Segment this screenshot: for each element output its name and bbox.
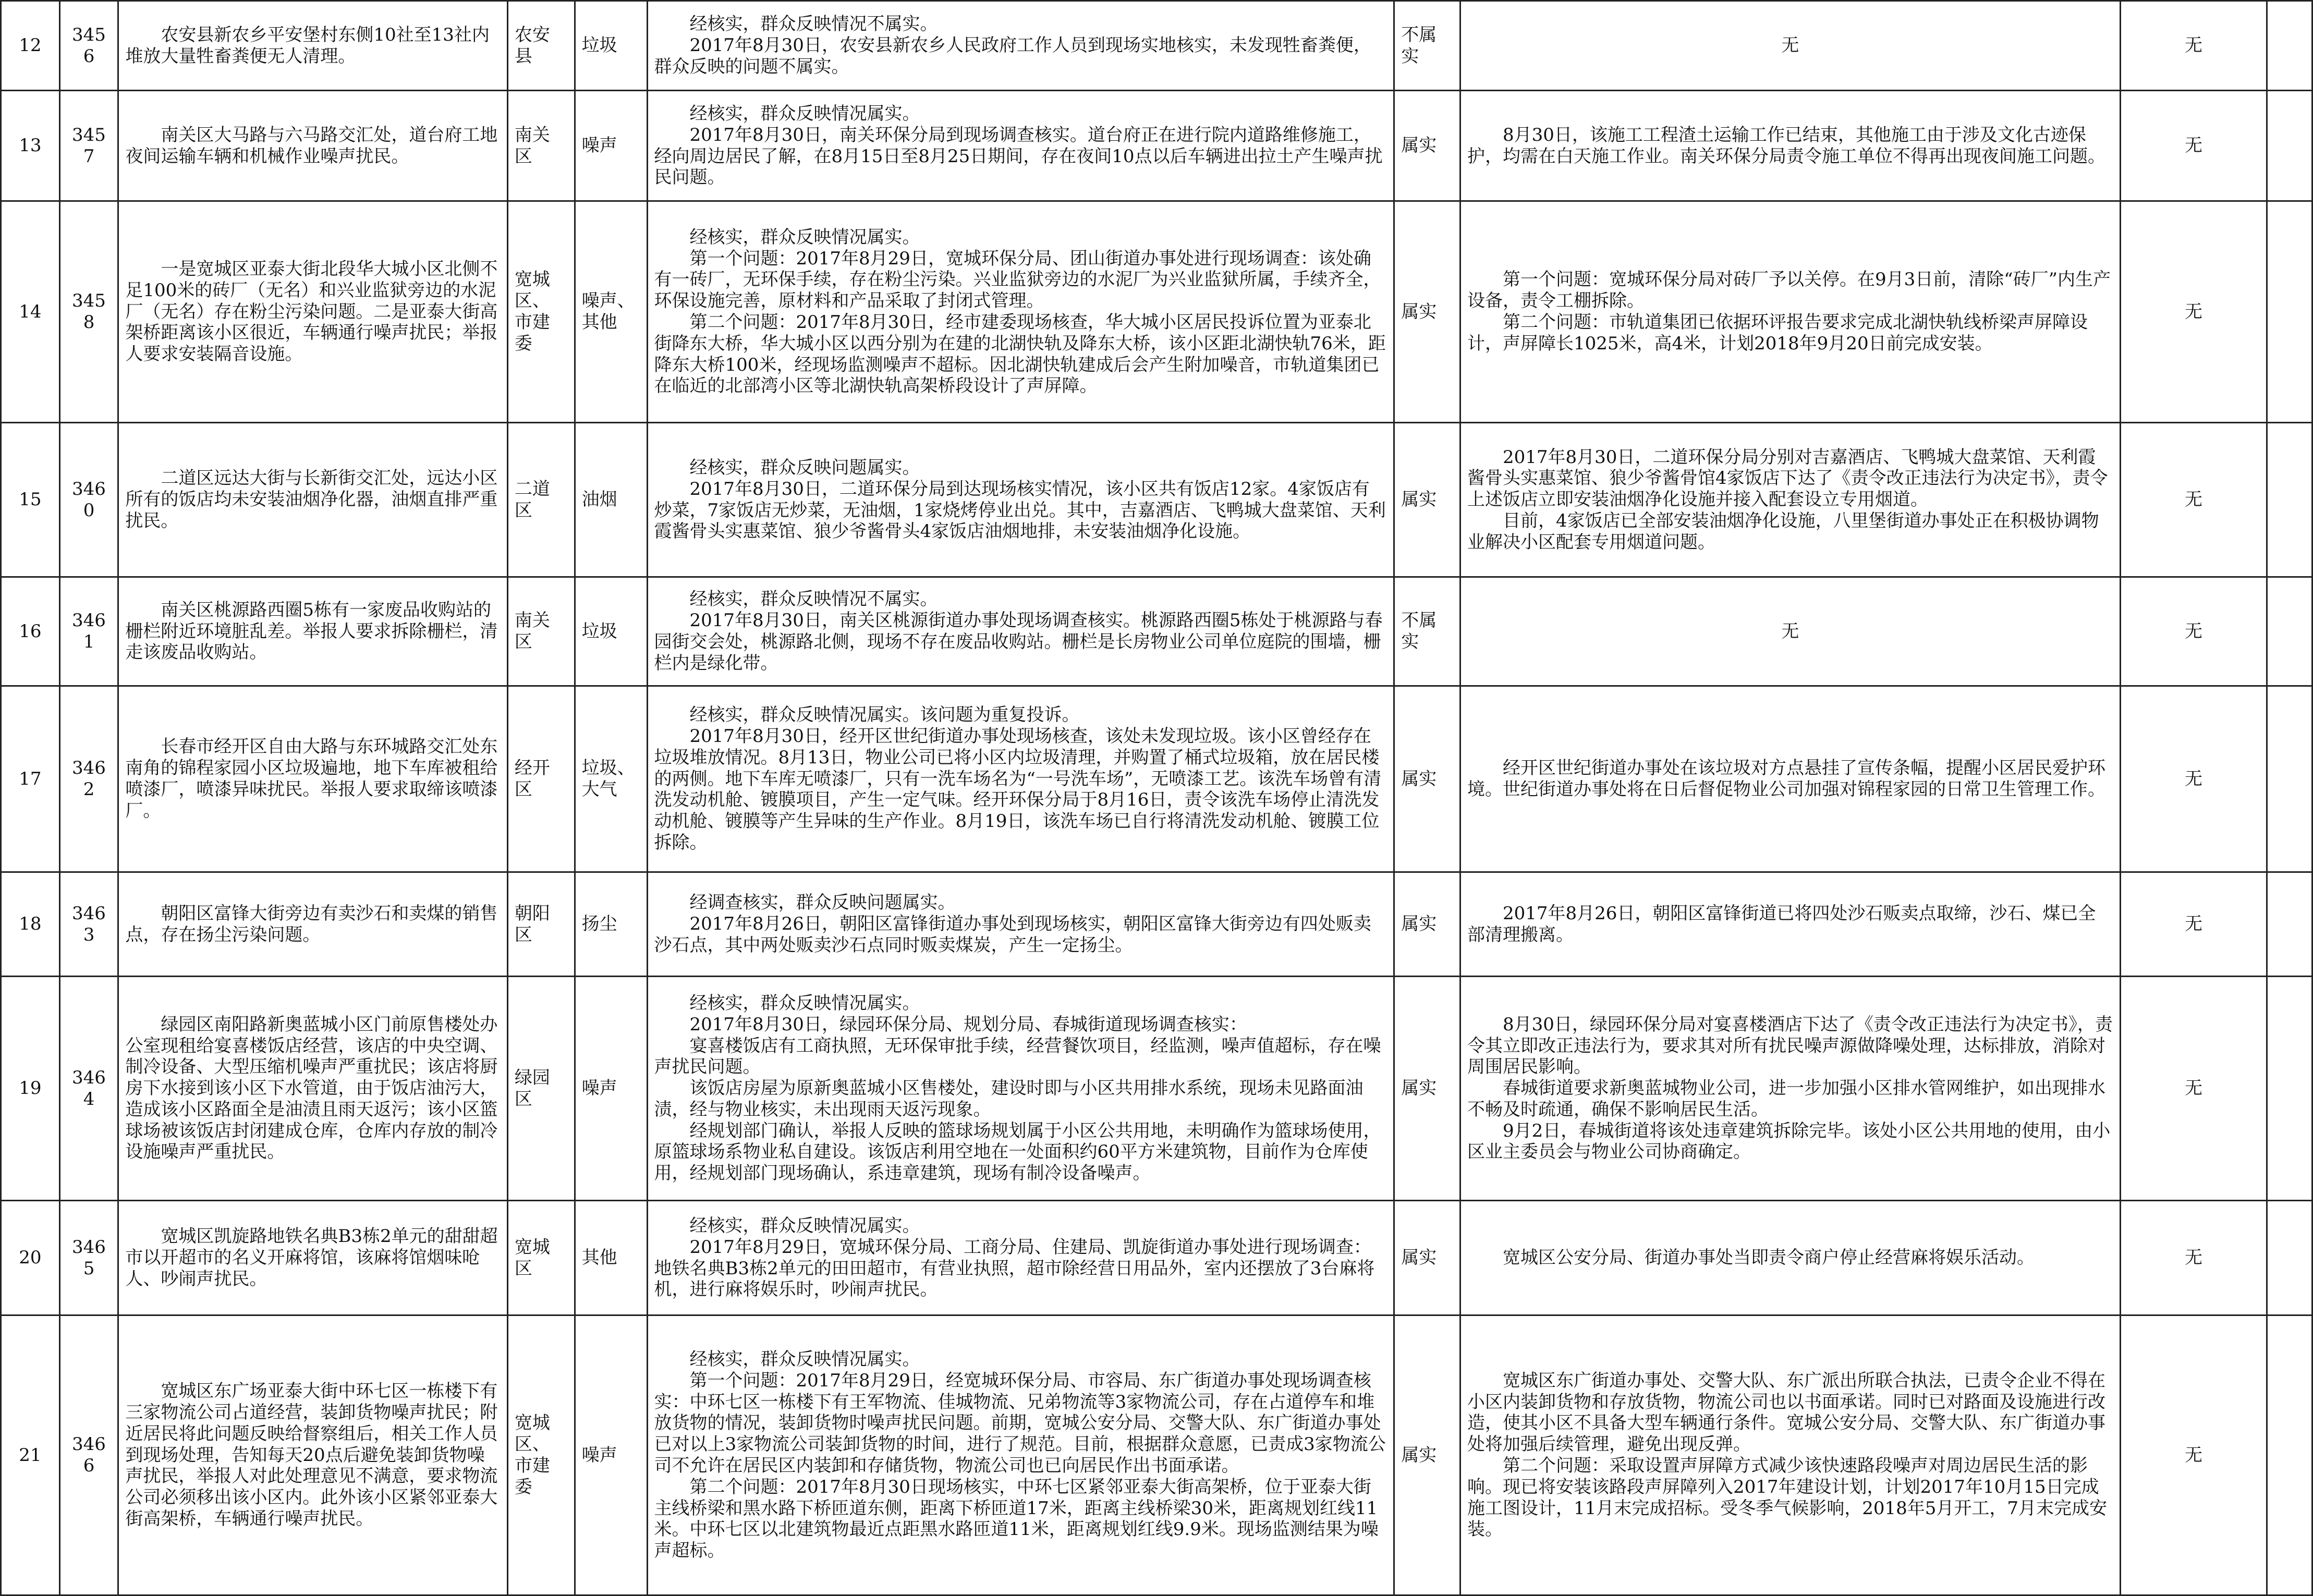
district: 朝阳区 xyxy=(507,872,575,977)
pollution-category: 扬尘 xyxy=(575,872,647,977)
district: 经开区 xyxy=(507,686,575,872)
investigation-findings-paragraph: 第二个问题：2017年8月30日，经市建委现场核查，华大城小区居民投诉位置为亚泰北街降东大桥，华大城小区以西分别为在建的北湖快轨及降东大桥，该小区距北湖快轨76米，距降东大桥100米，经现场监测噪声不超标。因北湖快轨建成后会产生附加噪音，市轨道集团已在临近的北部湾小区等北湖快轨高架桥段设计了声屏障。 xyxy=(654,312,1386,397)
investigation-findings-paragraph: 经核实，群众反映情况属实。 xyxy=(689,992,920,1014)
table-row xyxy=(1,201,2312,423)
verdict: 不属实 xyxy=(1394,1,1460,91)
investigation-findings-paragraph: 2017年8月29日，宽城环保分局、工商分局、住建局、凯旋街道办事处进行现场调查：地铁名典B3栋2单元的田田超市，有营业执照，超市除经营日用品外，室内还摆放了3台麻将机，进行麻将娱乐时，吵闹声扰民。 xyxy=(654,1236,1375,1300)
accountability: 无 xyxy=(2120,91,2267,201)
complaint-content xyxy=(118,872,508,977)
complaint-content-paragraph: 农安县新农乡平安堡村东侧10社至13社内堆放大量牲畜粪便无人清理。 xyxy=(125,24,490,67)
pollution-category: 油烟 xyxy=(575,423,647,577)
row-number: 18 xyxy=(1,872,60,977)
case-id: 3464 xyxy=(59,977,118,1201)
complaint-content-paragraph: 南关区桃源路西圈5栋有一家废品收购站的栅栏附近环境脏乱差。举报人要求拆除栅栏，清走该废品收购站。 xyxy=(125,599,498,663)
empty-cell xyxy=(2267,91,2312,201)
handling-result-paragraph: 宽城区东广街道办事处、交警大队、东广派出所联合执法，已责令企业不得在小区内装卸货物和存放货物，物流公司也以书面承诺。同时已对路面及设施进行改造，使其小区不具备大型车辆通行条件。宽城公安分局、交警大队、东广街道办事处将加强后续管理，避免出现反弹。 xyxy=(1467,1370,2105,1455)
table-row xyxy=(1,1201,2312,1315)
complaint-content-paragraph: 一是宽城区亚泰大街北段华大城小区北侧不足100米的砖厂（无名）和兴业监狱旁边的水泥厂（无名）存在粉尘污染问题。二是亚泰大街高架桥距离该小区很近，车辆通行噪声扰民；举报人要求安装隔音设施。 xyxy=(125,259,498,365)
empty-cell xyxy=(2267,201,2312,423)
investigation-findings xyxy=(647,1201,1394,1315)
accountability: 无 xyxy=(2120,872,2267,977)
investigation-findings xyxy=(647,201,1394,423)
investigation-findings-paragraph: 宴喜楼饭店有工商执照，无环保审批手续，经营餐饮项目，经监测，噪声值超标，存在噪声扰民问题。 xyxy=(654,1035,1381,1078)
verdict: 属实 xyxy=(1394,1315,1460,1595)
investigation-findings-paragraph: 该饭店房屋为原新奥蓝城小区售楼处，建设时即与小区共用排水系统，现场未见路面油渍，经与物业核实，未出现雨天返污现象。 xyxy=(654,1078,1364,1120)
complaint-content-paragraph: 二道区远达大街与长新街交汇处，远达小区所有的饭店均未安装油烟净化器，油烟直排严重扰民。 xyxy=(125,468,498,531)
case-id: 3462 xyxy=(59,686,118,872)
empty-cell xyxy=(2267,1201,2312,1315)
accountability: 无 xyxy=(2120,977,2267,1201)
accountability: 无 xyxy=(2120,423,2267,577)
row-number: 17 xyxy=(1,686,60,872)
complaint-content xyxy=(118,1201,508,1315)
handling-result xyxy=(1460,577,2121,686)
investigation-findings-paragraph: 2017年8月30日，经开区世纪街道办事处现场核查，该处未发现垃圾。该小区曾经存在垃圾堆放情况。8月13日，物业公司已将小区内垃圾清理，并购置了桶式垃圾箱，放在居民楼的两侧。地下车库无喷漆厂，只有一洗车场名为“一号洗车场”，无喷漆工艺。该洗车场曾有清洗发动机舱、镀膜项目，产生一定气味。经开环保分局于8月16日，责令该洗车场停止清洗发动机舱、镀膜等产生异味的生产作业。8月19日，该洗车场已自行将清洗发动机舱、镀膜工位拆除。 xyxy=(654,726,1382,853)
investigation-findings-paragraph: 第一个问题：2017年8月29日，经宽城环保分局、市容局、东广街道办事处现场调查核实：中环七区一栋楼下有王军物流、佳城物流、兄弟物流等3家物流公司，存在占道停车和堆放货物的情况，装卸货物时噪声扰民问题。前期，宽城公安分局、交警大队、东广街道办事处已对以上3家物流公司装卸货物的时间，进行了规范。目前，根据群众意愿，已责成3家物流公司不允许在居民区内装卸和存储货物，物流公司也已向居民作出书面承诺。 xyxy=(654,1370,1386,1476)
district: 南关区 xyxy=(507,91,575,201)
accountability: 无 xyxy=(2120,577,2267,686)
row-number: 13 xyxy=(1,91,60,201)
complaint-content xyxy=(118,423,508,577)
case-id: 3461 xyxy=(59,577,118,686)
investigation-findings-paragraph: 经核实，群众反映情况属实。 xyxy=(689,1215,920,1236)
investigation-findings xyxy=(647,872,1394,977)
handling-result-paragraph: 2017年8月30日，二道环保分局分别对吉嘉酒店、飞鸭城大盘菜馆、天利霞酱骨头实惠菜馆、狼少爷酱骨馆4家饭店下达了《责令改正违法行为决定书》，责令上述饭店立即安装油烟净化设施并接入配套设立专用烟道。 xyxy=(1467,446,2108,510)
empty-cell xyxy=(2267,686,2312,872)
row-number: 12 xyxy=(1,1,60,91)
table-row xyxy=(1,872,2312,977)
row-number: 20 xyxy=(1,1201,60,1315)
table-row xyxy=(1,91,2312,201)
handling-result-paragraph: 8月30日，绿园环保分局对宴喜楼酒店下达了《责令改正违法行为决定书》，责令其立即改正违法行为，要求其对所有扰民噪声源做降噪处理，达标排放，消除对周围居民影响。 xyxy=(1467,1014,2113,1078)
table-row xyxy=(1,423,2312,577)
investigation-findings xyxy=(647,686,1394,872)
verdict: 属实 xyxy=(1394,201,1460,423)
case-id: 3458 xyxy=(59,201,118,423)
verdict: 属实 xyxy=(1394,91,1460,201)
handling-result-paragraph: 8月30日，该施工工程渣土运输工作已结束，其他施工由于涉及文化古迹保护，均需在白天施工作业。南关环保分局责令施工单位不得再出现夜间施工问题。 xyxy=(1467,124,2105,167)
investigation-findings-paragraph: 2017年8月26日，朝阳区富锋街道办事处到现场核实，朝阳区富锋大街旁边有四处贩卖沙石点，其中两处贩卖沙石点同时贩卖煤炭，产生一定扬尘。 xyxy=(654,913,1371,956)
investigation-findings-paragraph: 经调查核实，群众反映问题属实。 xyxy=(689,892,956,913)
investigation-findings-paragraph: 第一个问题：2017年8月29日，宽城环保分局、团山街道办事处进行现场调查：该处确有一砖厂，无环保手续，存在粉尘污染。兴业监狱旁边的水泥厂为兴业监狱所属，手续齐全，环保设施完善，原材料和产品采取了封闭式管理。 xyxy=(654,248,1381,312)
handling-result xyxy=(1460,977,2121,1201)
district: 宽城区 xyxy=(507,1201,575,1315)
empty-cell xyxy=(2267,872,2312,977)
pollution-category: 垃圾 xyxy=(575,1,647,91)
row-number: 16 xyxy=(1,577,60,686)
case-id: 3457 xyxy=(59,91,118,201)
verdict: 属实 xyxy=(1394,872,1460,977)
investigation-findings xyxy=(647,423,1394,577)
investigation-findings-paragraph: 经核实，群众反映情况不属实。 xyxy=(689,14,938,35)
complaint-content-paragraph: 宽城区凯旋路地铁名典B3栋2单元的甜甜超市以开超市的名义开麻将馆，该麻将馆烟味呛人、吵闹声扰民。 xyxy=(125,1226,498,1289)
verdict: 不属实 xyxy=(1394,577,1460,686)
empty-cell xyxy=(2267,1315,2312,1595)
row-number: 21 xyxy=(1,1315,60,1595)
investigation-findings xyxy=(647,977,1394,1201)
handling-result xyxy=(1460,1,2121,91)
pollution-category: 垃圾、大气 xyxy=(575,686,647,872)
complaint-content xyxy=(118,201,508,423)
complaint-content-paragraph: 南关区大马路与六马路交汇处，道台府工地夜间运输车辆和机械作业噪声扰民。 xyxy=(125,124,498,167)
complaint-content xyxy=(118,1315,508,1595)
complaint-content-paragraph: 长春市经开区自由大路与东环城路交汇处东南角的锦程家园小区垃圾遍地，地下车库被租给喷漆厂，喷漆异味扰民。举报人要求取缔该喷漆厂。 xyxy=(125,736,498,821)
case-id: 3460 xyxy=(59,423,118,577)
investigation-findings xyxy=(647,577,1394,686)
handling-result xyxy=(1460,872,2121,977)
row-number: 19 xyxy=(1,977,60,1201)
verdict: 属实 xyxy=(1394,1201,1460,1315)
complaint-content-paragraph: 朝阳区富锋大街旁边有卖沙石和卖煤的销售点，存在扬尘污染问题。 xyxy=(125,903,498,945)
accountability: 无 xyxy=(2120,201,2267,423)
investigation-findings xyxy=(647,1,1394,91)
empty-cell xyxy=(2267,423,2312,577)
investigation-findings-paragraph: 经核实，群众反映问题属实。 xyxy=(689,457,920,478)
table-row xyxy=(1,577,2312,686)
accountability: 无 xyxy=(2120,1,2267,91)
pollution-category: 垃圾 xyxy=(575,577,647,686)
pollution-category: 噪声 xyxy=(575,977,647,1201)
table-body xyxy=(1,1,2312,1595)
complaint-content xyxy=(118,91,508,201)
complaint-content xyxy=(118,1,508,91)
complaint-content xyxy=(118,686,508,872)
district: 南关区 xyxy=(507,577,575,686)
handling-result-paragraph: 无 xyxy=(1781,620,1799,642)
investigation-findings-paragraph: 经核实，群众反映情况属实。 xyxy=(689,1349,920,1370)
handling-result-paragraph: 2017年8月26日，朝阳区富锋街道已将四处沙石贩卖点取缔，沙石、煤已全部清理搬离。 xyxy=(1467,903,2096,945)
investigation-findings-paragraph: 2017年8月30日，南关区桃源街道办事处现场调查核实。桃源路西圈5栋处于桃源路与春园街交会处，桃源路北侧，现场不存在废品收购站。栅栏是长房物业公司单位庭院的围墙，栅栏内是绿化带。 xyxy=(654,610,1383,674)
pollution-category: 噪声 xyxy=(575,91,647,201)
handling-result-paragraph: 第一个问题：宽城环保分局对砖厂予以关停。在9月3日前，清除“砖厂”内生产设备，责令工棚拆除。 xyxy=(1467,269,2111,312)
district: 农安县 xyxy=(507,1,575,91)
verdict: 属实 xyxy=(1394,686,1460,872)
verdict: 属实 xyxy=(1394,423,1460,577)
case-id: 3465 xyxy=(59,1201,118,1315)
handling-result-paragraph: 目前，4家饭店已全部安装油烟净化设施，八里堡街道办事处正在积极协调物业解决小区配套专用烟道问题。 xyxy=(1467,510,2099,553)
investigation-findings-paragraph: 2017年8月30日，南关环保分局到现场调查核实。道台府正在进行院内道路维修施工，经向周边居民了解，在8月15日至8月25日期间，存在夜间10点以后车辆进出拉土产生噪声扰民问题。 xyxy=(654,124,1383,188)
handling-result-paragraph: 第二个问题：市轨道集团已依据环评报告要求完成北湖快轨线桥梁声屏障设计，声屏障长1025米，高4米，计划2018年9月20日前完成安装。 xyxy=(1467,312,2088,354)
table-row xyxy=(1,1,2312,91)
investigation-findings-paragraph: 经核实，群众反映情况属实。该问题为重复投诉。 xyxy=(689,704,1080,726)
investigation-findings-paragraph: 经核实，群众反映情况属实。 xyxy=(689,226,920,248)
case-id: 3466 xyxy=(59,1315,118,1595)
handling-result xyxy=(1460,1315,2121,1595)
complaint-content xyxy=(118,977,508,1201)
case-id: 3463 xyxy=(59,872,118,977)
pollution-category: 噪声 xyxy=(575,1315,647,1595)
handling-result-paragraph: 春城街道要求新奥蓝城物业公司，进一步加强小区排水管网维护，如出现排水不畅及时疏通，确保不影响居民生活。 xyxy=(1467,1078,2105,1120)
empty-cell xyxy=(2267,1,2312,91)
investigation-findings xyxy=(647,1315,1394,1595)
handling-result xyxy=(1460,686,2121,872)
district: 绿园区 xyxy=(507,977,575,1201)
investigation-findings xyxy=(647,91,1394,201)
complaint-content-paragraph: 绿园区南阳路新奥蓝城小区门前原售楼处办公室现租给宴喜楼饭店经营，该店的中央空调、制冷设备、大型压缩机噪声严重扰民；该店将厨房下水接到该小区下水管道，由于饭店油污大，造成该小区路面全是油渍且雨天返污；该小区篮球场被该饭店封闭建成仓库，仓库内存放的制冷设施噪声严重扰民。 xyxy=(125,1014,498,1163)
pollution-category: 噪声、其他 xyxy=(575,201,647,423)
handling-result-paragraph: 第二个问题：采取设置声屏障方式减少该快速路段噪声对周边居民生活的影响。现已将安装该路段声屏障列入2017年建设计划，计划2017年10月15日完成施工图设计，11月末完成招标。受冬季气候影响，2018年5月开工，7月末完成安装。 xyxy=(1467,1455,2108,1540)
handling-result-paragraph: 无 xyxy=(1781,35,1799,56)
investigation-findings-paragraph: 经核实，群众反映情况属实。 xyxy=(689,103,920,124)
empty-cell xyxy=(2267,577,2312,686)
investigation-findings-paragraph: 2017年8月30日，绿园环保分局、规划分局、春城街道现场调查核实： xyxy=(689,1014,1247,1035)
complaint-content xyxy=(118,577,508,686)
handling-result xyxy=(1460,423,2121,577)
handling-result xyxy=(1460,91,2121,201)
accountability: 无 xyxy=(2120,1201,2267,1315)
table-row xyxy=(1,1315,2312,1595)
district: 宽城区、市建委 xyxy=(507,1315,575,1595)
accountability: 无 xyxy=(2120,1315,2267,1595)
investigation-findings-paragraph: 经规划部门确认，举报人反映的篮球场规划属于小区公共用地，未明确作为篮球场使用，原篮球场系物业私自建设。该饭店利用空地在一处面积约60平方米建筑物，目前作为仓库使用，经规划部门现场确认，系违章建筑，现场有制冷设备噪声。 xyxy=(654,1120,1381,1184)
investigation-findings-paragraph: 经核实，群众反映情况不属实。 xyxy=(689,589,938,610)
case-id: 3456 xyxy=(59,1,118,91)
row-number: 14 xyxy=(1,201,60,423)
pollution-category: 其他 xyxy=(575,1201,647,1315)
table-row xyxy=(1,977,2312,1201)
complaint-content-paragraph: 宽城区东广场亚泰大街中环七区一栋楼下有三家物流公司占道经营，装卸货物噪声扰民；附近居民将此问题反映给督察组后，相关工作人员到现场处理，告知每天20点后避免装卸货物噪声扰民，举报人对此处理意见不满意，要求物流公司必须移出该小区内。此外该小区紧邻亚泰大街高架桥，车辆通行噪声扰民。 xyxy=(125,1381,498,1529)
handling-result-paragraph: 经开区世纪街道办事处在该垃圾对方点悬挂了宣传条幅，提醒小区居民爱护环境。世纪街道办事处将在日后督促物业公司加强对锦程家园的日常卫生管理工作。 xyxy=(1467,758,2105,800)
row-number: 15 xyxy=(1,423,60,577)
investigation-findings-paragraph: 2017年8月30日，二道环保分局到达现场核实情况，该小区共有饭店12家。4家饭店有炒菜，7家饭店无炒菜，无油烟，1家烧烤停业出兑。其中，吉嘉酒店、飞鸭城大盘菜馆、天利霞酱骨头实惠菜馆、狼少爷酱骨头4家饭店油烟地排，未安装油烟净化设施。 xyxy=(654,478,1386,542)
handling-result-paragraph: 9月2日，春城街道将该处违章建筑拆除完毕。该处小区公共用地的使用，由小区业主委员会与物业公司协商确定。 xyxy=(1467,1120,2111,1163)
accountability: 无 xyxy=(2120,686,2267,872)
investigation-findings-paragraph: 2017年8月30日，农安县新农乡人民政府工作人员到现场实地核实，未发现牲畜粪便，群众反映的问题不属实。 xyxy=(654,35,1371,77)
table-row xyxy=(1,686,2312,872)
handling-result-paragraph: 宽城区公安分局、街道办事处当即责令商户停止经营麻将娱乐活动。 xyxy=(1503,1247,2035,1269)
handling-result xyxy=(1460,1201,2121,1315)
district: 二道区 xyxy=(507,423,575,577)
verdict: 属实 xyxy=(1394,977,1460,1201)
district: 宽城区、市建委 xyxy=(507,201,575,423)
handling-result xyxy=(1460,201,2121,423)
empty-cell xyxy=(2267,977,2312,1201)
investigation-findings-paragraph: 第二个问题：2017年8月30日现场核实，中环七区紧邻亚泰大街高架桥，位于亚泰大街主线桥梁和黑水路下桥匝道东侧，距离下桥匝道17米，距离主线桥梁30米，距离规划红线11米。中环七区以北建筑物最近点距黑水路匝道11米，距离规划红线9.9米。现场监测结果为噪声超标。 xyxy=(654,1476,1379,1562)
